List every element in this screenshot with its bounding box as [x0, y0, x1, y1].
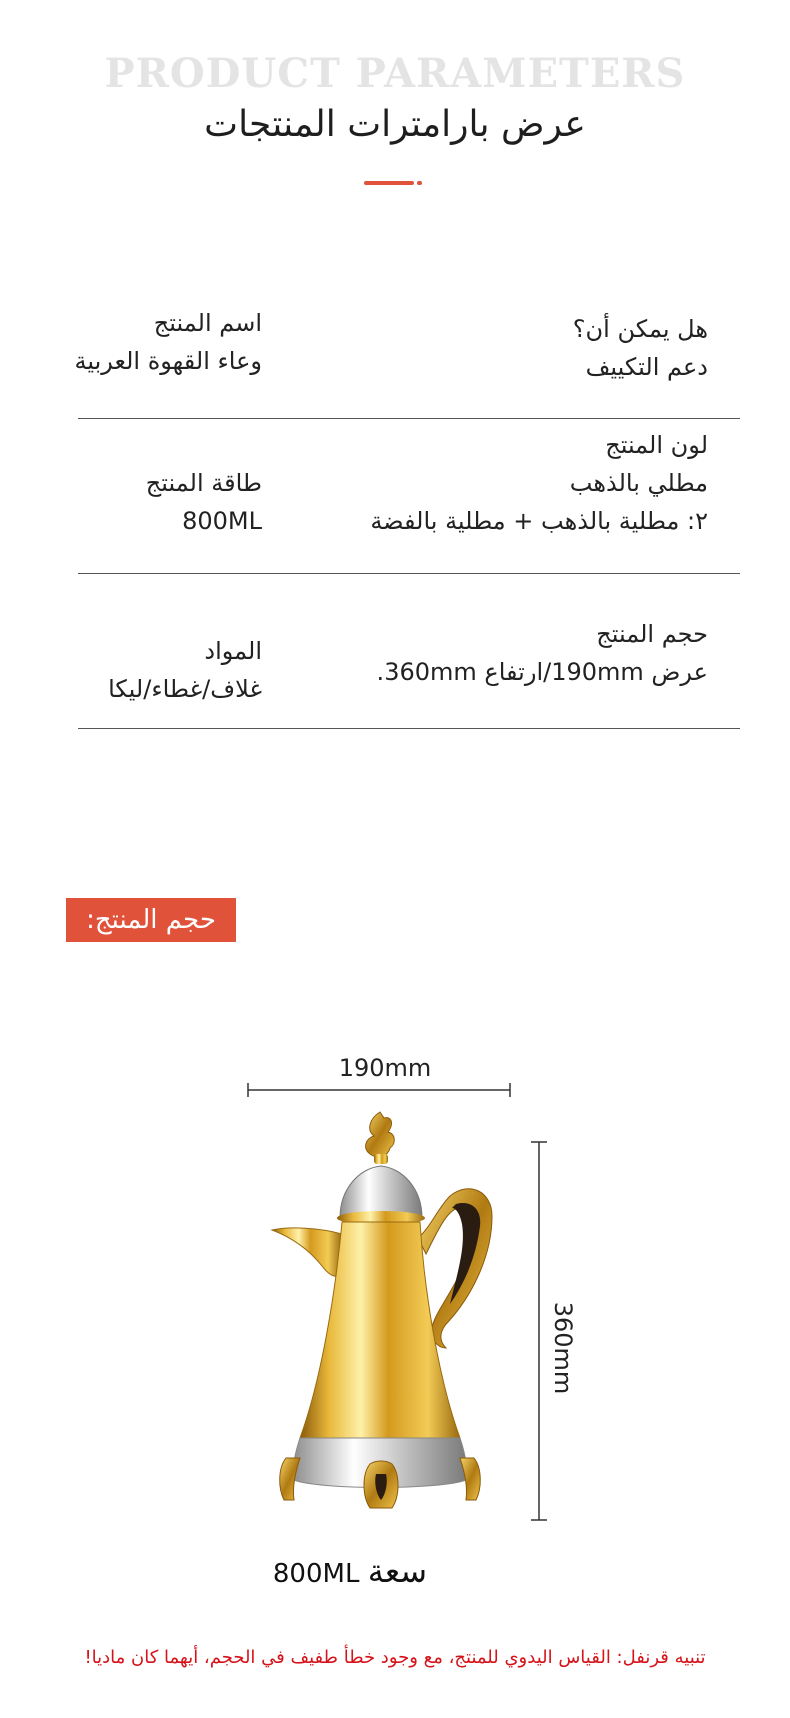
param-label: طاقة المنتج [145, 469, 262, 497]
param-label: هل يمكن أن؟ [572, 315, 708, 343]
capacity-value: 800ML [272, 1559, 360, 1589]
param-adaptation [378, 310, 708, 386]
param-color [370, 426, 708, 540]
param-label: حجم المنتج [596, 620, 708, 648]
page-title-english: PRODUCT PARAMETERS [104, 50, 686, 97]
param-value: ٢: مطلية بالذهب + مطلية بالفضة [370, 507, 708, 535]
param-value: غلاف/غطاء/ليكا [108, 675, 262, 703]
measurement-warning: تنبيه قرنفل: القياس اليدوي للمنتج، مع وجود خطأ طفيف في الحجم، أيهما كان ماديا! [84, 1647, 706, 1668]
param-label: لون المنتج [605, 431, 708, 459]
param-value: دعم التكييف [585, 353, 708, 381]
param-capacity [0, 464, 262, 540]
param-material [0, 632, 262, 708]
height-dimension-label: 360mm [549, 1301, 577, 1395]
table-divider [78, 418, 740, 419]
section-label-product-size: حجم المنتج: [66, 898, 236, 942]
title-underline-dot [417, 181, 422, 185]
param-value: وعاء القهوة العربية [74, 347, 262, 375]
param-value: 800ML [182, 507, 262, 535]
param-value: عرض 190mm/ارتفاع 360mm. [376, 658, 708, 686]
coffee-pot-image [270, 1108, 520, 1518]
capacity-caption [200, 1552, 500, 1590]
page-title-arabic: عرض بارامترات المنتجات [204, 104, 586, 145]
param-label: المواد [204, 637, 262, 665]
param-product-name [0, 304, 262, 380]
title-underline [364, 181, 414, 185]
param-label: اسم المنتج [153, 309, 262, 337]
table-divider [78, 728, 740, 729]
param-value: مطلي بالذهب [569, 469, 708, 497]
param-dimensions [378, 615, 708, 691]
width-dimension-line [244, 1080, 514, 1100]
width-dimension-label: 190mm [338, 1054, 432, 1082]
table-divider [78, 573, 740, 574]
capacity-label: سعة [367, 1552, 428, 1590]
